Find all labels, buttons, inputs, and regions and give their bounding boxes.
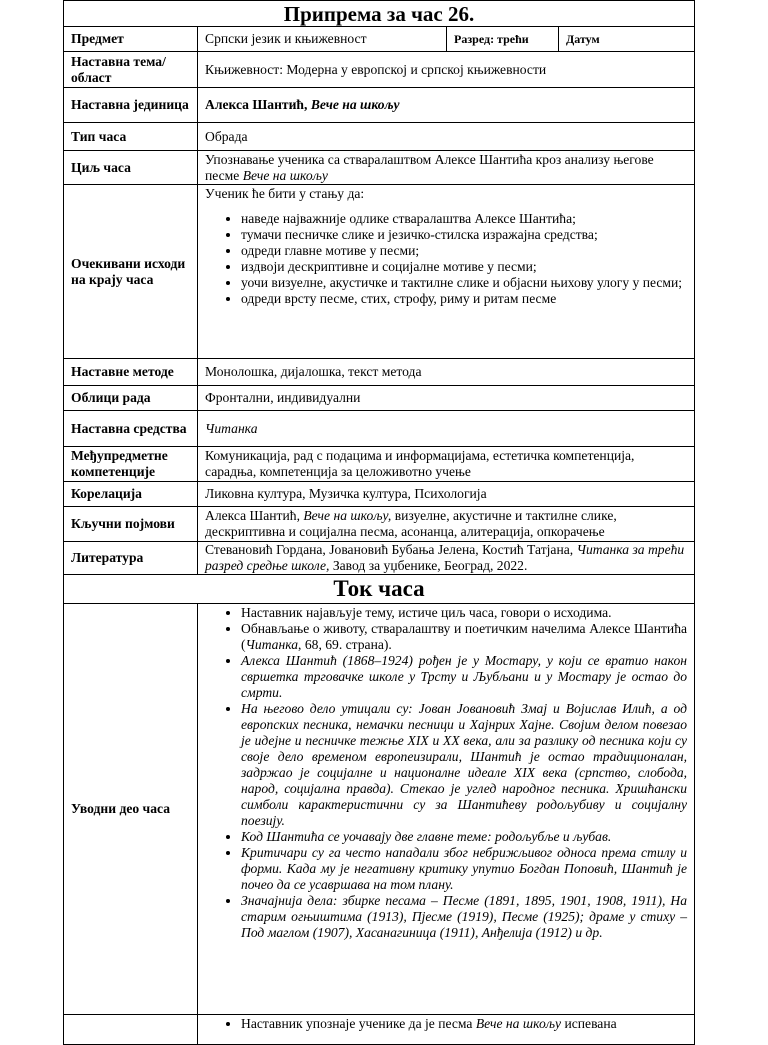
key-terms-author: Алекса Шантић, xyxy=(205,508,300,523)
outcomes-list xyxy=(205,211,687,307)
unit-author: Алекса Шантић, xyxy=(205,97,308,112)
literature-book: Читанка за трећи разред средње школе, xyxy=(205,542,685,573)
intro-item: • Код Шантића се уочавају две главне теме: родољубље и љубав. xyxy=(241,829,687,845)
intro-item xyxy=(241,621,687,653)
intro-item: • Критичари су га често нападали због небрижљивог односа према стилу и форми. Када му је негативну критику упутио Богдан Поповић, Шантић је почео да се усавршава на том плану. xyxy=(241,845,687,893)
type-label: Тип часа xyxy=(64,123,198,151)
intro-item: • Наставник најављује тему, истиче циљ часа, говори о исходима. xyxy=(241,605,687,621)
main-item xyxy=(241,1016,687,1032)
outcome-item: • наведе најважније одлике стваралаштва Алексе Шантића; xyxy=(241,211,687,227)
page-title: Припрема за час 26. xyxy=(64,1,695,27)
methods-value: Монолошка, дијалошка, текст метода xyxy=(198,359,695,386)
key-terms-label: Кључни појмови xyxy=(64,507,198,542)
topic-label: Наставна тема/област xyxy=(64,52,198,88)
outcomes-intro: Ученик ће бити у стању да: xyxy=(205,186,365,201)
resources-text: Читанка xyxy=(205,420,258,436)
main-part-label xyxy=(64,1015,198,1045)
type-value: Обрада xyxy=(198,123,695,151)
literature-authors: Стевановић Гордана, Јовановић Бубања Јелена, Костић Татјана, xyxy=(205,542,574,557)
forms-label: Облици рада xyxy=(64,386,198,411)
key-terms-rest: визуелне, акустичне и тактилне слике, дескриптивна и социјална песма, асонанца, алитерација, опкорачење xyxy=(205,508,617,539)
main-item-text: Наставник упознаје ученике да је песма xyxy=(241,1016,473,1031)
main-list xyxy=(205,1016,687,1032)
literature-label: Литература xyxy=(64,542,198,575)
goal-value xyxy=(198,151,695,185)
topic-value: Књижевност: Модерна у европској и српској књижевности xyxy=(198,52,695,88)
subject-value: Српски језик и књижевност xyxy=(198,27,447,52)
date-label: Датум xyxy=(559,27,695,52)
main-item-rest: испевана xyxy=(564,1016,617,1031)
literature-publisher: Завод за уџбенике, Београд, 2022. xyxy=(332,558,528,573)
unit-value xyxy=(198,88,695,123)
grade-label: Разред: трећи xyxy=(447,27,559,52)
outcomes-cell xyxy=(198,185,695,359)
main-item-work: Вече на шкољу xyxy=(475,1016,562,1031)
intro-list xyxy=(205,605,687,941)
lesson-plan-page xyxy=(63,0,694,1045)
main-part-cell xyxy=(198,1015,695,1045)
intro-item-pages: , 68, 69. страна). xyxy=(298,637,392,652)
goal-text: Упознавање ученика са стваралаштвом Алексе Шантића кроз анализу његове песме xyxy=(205,151,654,183)
lesson-flow-title: Ток часа xyxy=(64,575,695,604)
literature-value xyxy=(198,542,695,575)
outcome-item: • тумачи песничке слике и језичко-стилска изражајна средства; xyxy=(241,227,687,243)
outcomes-label: Очекивани исходи на крају часа xyxy=(64,185,198,359)
subject-label: Предмет xyxy=(64,27,198,52)
outcome-item: • одреди врсту песме, стих, строфу, риму и ритам песме xyxy=(241,291,687,307)
intro-item: • На његово дело утицали су: Јован Јовановић Змај и Војислав Илић, а од европских песника, немачки песници и Хајнрих Хајне. Својим делом повезао је идејне и песничке тежње XIX и XX века, али за разлику од песника који су своје дело временом европеизирали, Шантић је остао традиционалан, задржао је социјалне и националне идеале XIX века (српство, слобода, народ, социјална правда). Стекао је углед народног песника. Хришћански симболи карактеристични су за Шантићеву родољубиву и социјалну поезију. xyxy=(241,701,687,829)
key-terms-work: Вече на шкољу, xyxy=(303,508,392,523)
resources-value xyxy=(198,411,695,447)
unit-work: Вече на шкољу xyxy=(310,97,400,112)
intro-item: • Значајнија дела: збирке песама – Песме (1891, 1895, 1901, 1908, 1911), На старим огњиштима (1913), Пјесме (1919), Песме (1925); драме у стиху – Под маглом (1907), Хасанагиница (1911), Анђелија (1912) и др. xyxy=(241,893,687,941)
resources-label: Наставна средства xyxy=(64,411,198,447)
unit-label: Наставна јединица xyxy=(64,88,198,123)
intro-part-cell xyxy=(198,604,695,1015)
goal-label: Циљ часа xyxy=(64,151,198,185)
outcome-item: • одреди главне мотиве у песми; xyxy=(241,243,687,259)
intro-part-label: Уводни део часа xyxy=(64,604,198,1015)
correlation-value: Ликовна култура, Музичка култура, Психологија xyxy=(198,482,695,507)
forms-value: Фронтални, индивидуални xyxy=(198,386,695,411)
methods-label: Наставне методе xyxy=(64,359,198,386)
competencies-label: Међупредметне компетенције xyxy=(64,447,198,482)
goal-work: Вече на шкољу xyxy=(242,167,328,183)
competencies-value: Комуникација, рад с подацима и информацијама, естетичка компетенција, сарадња, компетенција за целоживотно учење xyxy=(198,447,695,482)
outcome-item: • уочи визуелне, акустичке и тактилне слике и објасни њихову улогу у песми; xyxy=(241,275,687,291)
key-terms-value xyxy=(198,507,695,542)
intro-item: • Алекса Шантић (1868–1924) рођен је у Мостару, у који се вратио након свршетка трговачке школе у Трсту и Љубљани и у Мостару је остао до смрти. xyxy=(241,653,687,701)
outcome-item: • издвоји дескриптивне и социјалне мотиве у песми; xyxy=(241,259,687,275)
correlation-label: Корелација xyxy=(64,482,198,507)
lesson-plan-table xyxy=(63,0,695,1045)
intro-item-book: Читанка xyxy=(245,637,299,652)
intro-item-text: Обнављање о животу, стваралаштву и поетичким начелима Алексе Шантића ( xyxy=(241,621,688,652)
